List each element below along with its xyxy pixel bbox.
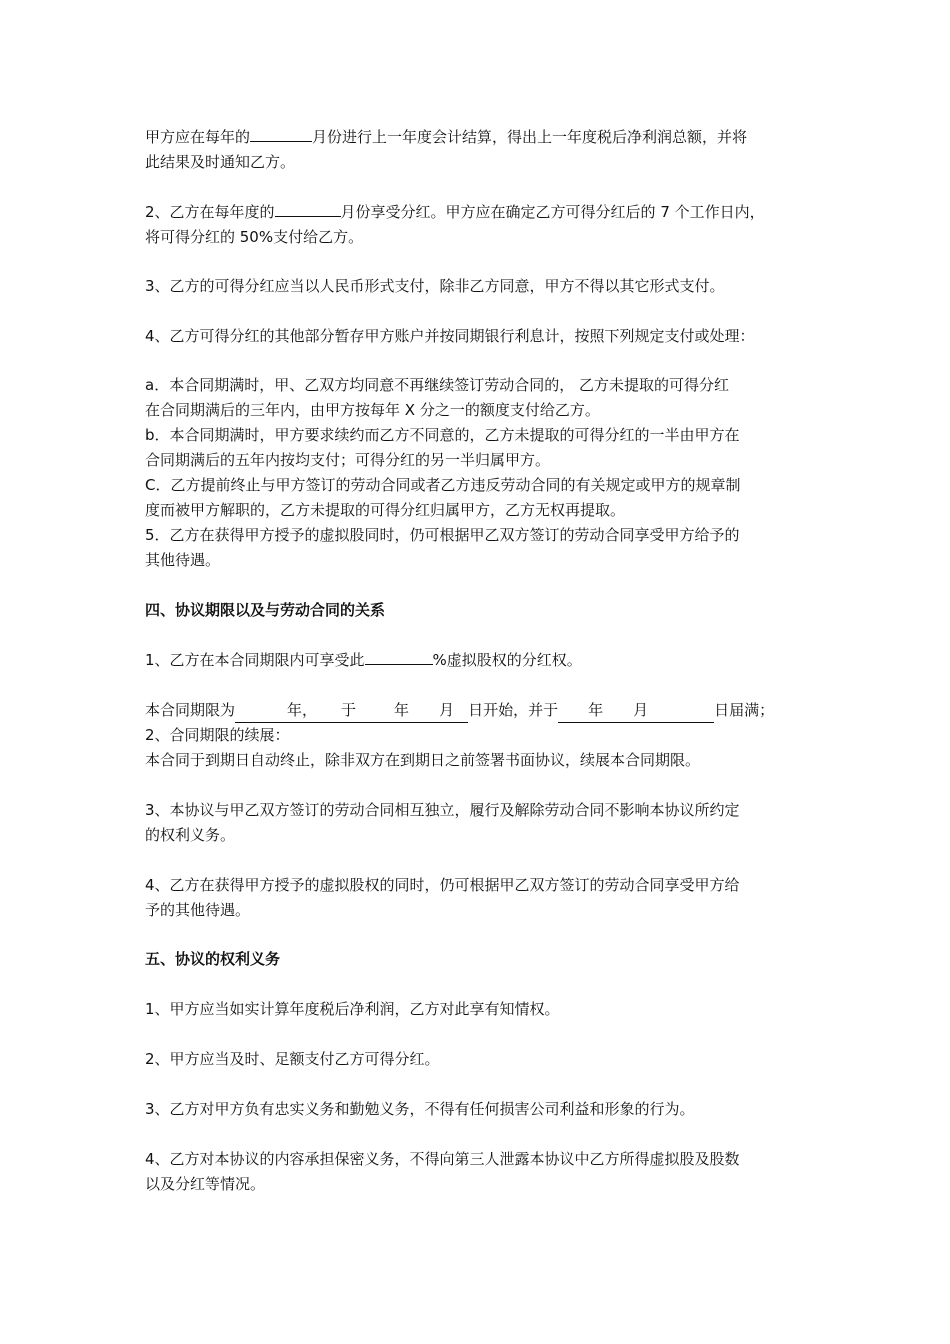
section-5-clause-1: 1、甲方应当如实计算年度税后净利润，乙方对此享有知情权。 xyxy=(145,1000,560,1018)
text: 年， xyxy=(287,701,318,719)
text: 日届满； xyxy=(714,701,775,719)
section-4-clause-3-line-2: 的权利义务。 xyxy=(145,826,236,844)
text: 年 xyxy=(394,701,410,719)
item-a-line-2: 在合同期满后的三年内，由甲方按每年 X 分之一的额度支付给乙方。 xyxy=(145,401,600,419)
text: 月 xyxy=(633,701,649,719)
text: 月 xyxy=(439,701,455,719)
text: 于 xyxy=(341,701,357,719)
section-4-clause-2: 2、合同期限的续展： xyxy=(145,726,290,744)
section-5-clause-4-line-1: 4、乙方对本协议的内容承担保密义务，不得向第三人泄露本协议中乙方所得虚拟股及股数 xyxy=(145,1150,740,1168)
text: 甲方应在每年的 xyxy=(145,128,251,146)
paragraph-settlement-line-1 xyxy=(145,125,747,149)
item-a-line-1: a．本合同期满时，甲、乙双方均同意不再继续签订劳动合同的， 乙方未提取的可得分红 xyxy=(145,376,729,394)
blank-field-percent xyxy=(365,648,433,665)
text: 日开始，并于 xyxy=(468,701,559,719)
item-5-line-1: 5．乙方在获得甲方授予的虚拟股同时，仍可根据甲乙双方签订的劳动合同享受甲方给予的 xyxy=(145,526,740,544)
text: 2、乙方在每年度的 xyxy=(145,203,275,221)
item-5-line-2: 其他待遇。 xyxy=(145,551,221,569)
section-5-heading: 五、协议的权利义务 xyxy=(145,950,281,968)
section-4-clause-2-body: 本合同于到期日自动终止，除非双方在到期日之前签署书面协议，续展本合同期限。 xyxy=(145,751,701,769)
term-start-date xyxy=(235,698,468,723)
paragraph-settlement-line-2: 此结果及时通知乙方。 xyxy=(145,153,296,171)
blank-field-month xyxy=(250,125,312,142)
item-c-line-2: 度而被甲方解职的，乙方未提取的可得分红归属甲方，乙方无权再提取。 xyxy=(145,501,626,519)
section-4-clause-3-line-1: 3、本协议与甲乙双方签订的劳动合同相互独立，履行及解除劳动合同不影响本协议所约定 xyxy=(145,801,740,819)
item-c-line-1: C．乙方提前终止与甲方签订的劳动合同或者乙方违反劳动合同的有关规定或甲方的规章制 xyxy=(145,476,741,494)
section-5-clause-4-line-2: 以及分红等情况。 xyxy=(145,1175,266,1193)
section-4-clause-4-line-2: 予的其他待遇。 xyxy=(145,901,251,919)
text: 1、乙方在本合同期限内可享受此 xyxy=(145,651,365,669)
item-b-line-1: b．本合同期满时，甲方要求续约而乙方不同意的，乙方未提取的可得分红的一半由甲方在 xyxy=(145,426,740,444)
term-end-date xyxy=(558,698,714,723)
paragraph-2-line-2: 将可得分红的 50%支付给乙方。 xyxy=(145,228,364,246)
section-5-clause-2: 2、甲方应当及时、足额支付乙方可得分红。 xyxy=(145,1050,440,1068)
text: 月份进行上一年度会计结算，得出上一年度税后净利润总额，并将 xyxy=(312,128,748,146)
text: %虚拟股权的分红权。 xyxy=(432,651,582,669)
paragraph-3: 3、乙方的可得分红应当以人民币形式支付，除非乙方同意，甲方不得以其它形式支付。 xyxy=(145,277,725,295)
section-4-clause-4-line-1: 4、乙方在获得甲方授予的虚拟股权的同时，仍可根据甲乙双方签订的劳动合同享受甲方给 xyxy=(145,876,740,894)
contract-term-line xyxy=(145,698,774,723)
section-4-heading: 四、协议期限以及与劳动合同的关系 xyxy=(145,601,386,619)
text: 月份享受分红。甲方应在确定乙方可得分红后的 7 个工作日内， xyxy=(340,203,765,221)
text: 年 xyxy=(588,701,604,719)
item-b-line-2: 合同期满后的五年内按均支付；可得分红的另一半归属甲方。 xyxy=(145,451,551,469)
paragraph-4: 4、乙方可得分红的其他部分暂存甲方账户并按同期银行利息计，按照下列规定支付或处理： xyxy=(145,327,755,345)
section-5-clause-3: 3、乙方对甲方负有忠实义务和勤勉义务，不得有任何损害公司利益和形象的行为。 xyxy=(145,1100,695,1118)
blank-field-month xyxy=(275,200,341,217)
section-4-clause-1 xyxy=(145,648,582,672)
paragraph-2-line-1 xyxy=(145,200,765,224)
text: 本合同期限为 xyxy=(145,701,236,719)
